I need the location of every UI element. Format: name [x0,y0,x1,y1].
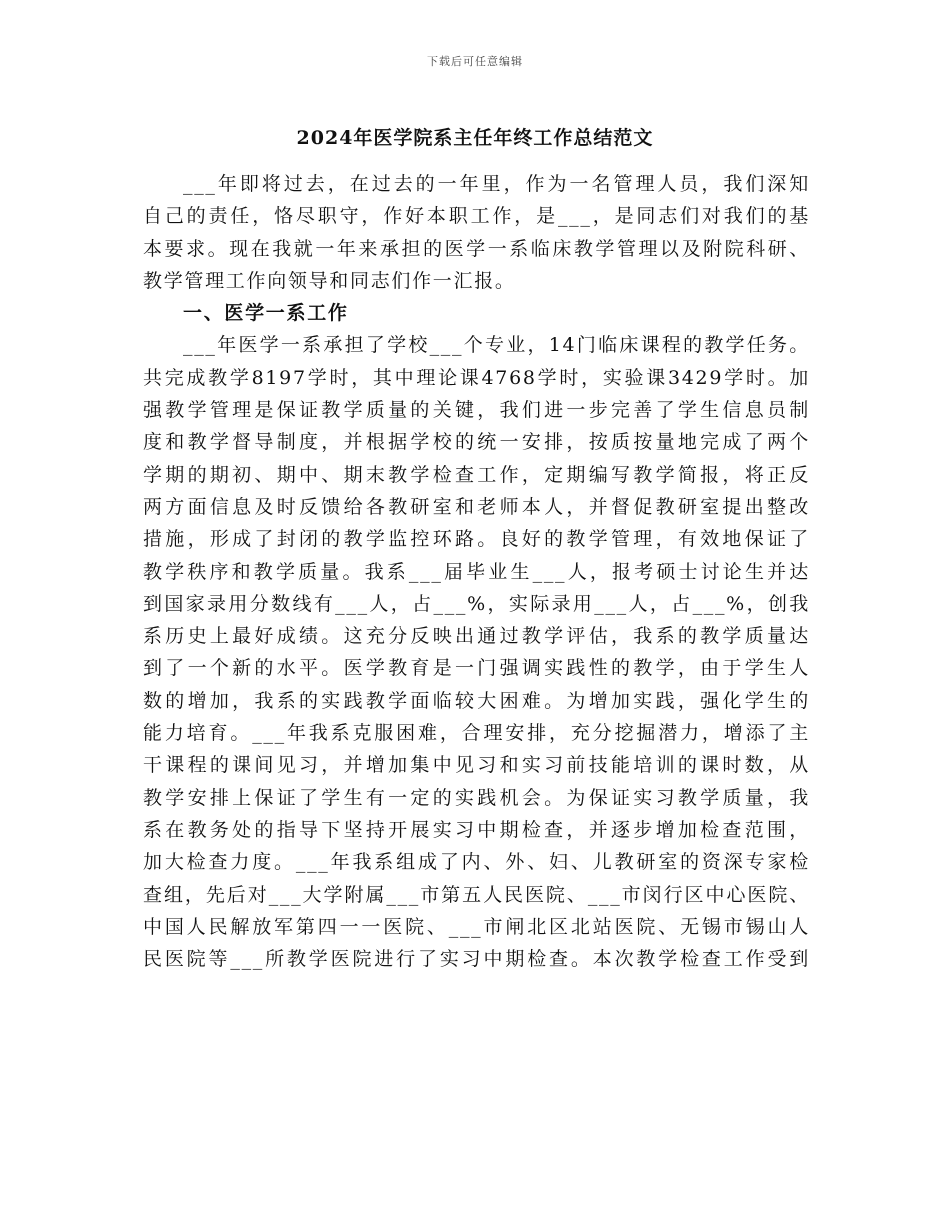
paragraph-line: 学期的期初、期中、期末教学检查工作，定期编写教学简报，将正反 [143,463,810,486]
paragraph-line: 系在教务处的指导下坚持开展实习中期检查，并逐步增加检查范围， [143,818,810,841]
paragraph-line: 干课程的课间见习，并增加集中见习和实习前技能培训的课时数，从 [143,754,810,777]
paragraph-line: 中国人民解放军第四一一医院、___市闸北区北站医院、无锡市锡山人 [143,915,810,938]
document-body [143,168,810,975]
paragraph-line: ___年即将过去，在过去的一年里，作为一名管理人员，我们深知 [183,173,810,195]
paragraph-line: 措施，形成了封闭的教学监控环路。良好的教学管理，有效地保证了 [143,528,810,551]
paragraph-line: 到了一个新的水平。医学教育是一门强调实践性的教学，由于学生人 [143,657,810,680]
section-heading: 一、医学一系工作 [183,302,349,325]
paragraph-line: 两方面信息及时反馈给各教研室和老师本人，并督促教研室提出整改 [143,495,810,518]
paragraph-line: 度和教学督导制度，并根据学校的统一安排，按质按量地完成了两个 [143,431,810,454]
paragraph-line: 能力培育。___年我系克服困难，合理安排，充分挖掘潜力，增添了主 [143,722,810,745]
paragraph-line: 系历史上最好成绩。这充分反映出通过教学评估，我系的教学质量达 [143,625,810,648]
paragraph-line: 到国家录用分数线有___人，占___%，实际录用___人，占___%，创我 [143,592,810,615]
document-title: 2024年医学院系主任年终工作总结范文 [296,127,654,149]
paragraph-line: 数的增加，我系的实践教学面临较大困难。为增加实践，强化学生的 [143,689,810,712]
download-note: 下载后可任意编辑 [427,55,523,68]
paragraph-line: 强教学管理是保证教学质量的关键，我们进一步完善了学生信息员制 [143,399,810,422]
paragraph-line: 共完成教学8197学时，其中理论课4768学时，实验课3429学时。加 [143,366,810,389]
paragraph-line: 本要求。现在我就一年来承担的医学一系临床教学管理以及附院科研、 [143,237,810,260]
paragraph-line: ___年医学一系承担了学校___个专业，14门临床课程的教学任务。 [183,334,810,357]
paragraph-line: 查组，先后对___大学附属___市第五人民医院、___市闵行区中心医院、 [143,883,810,906]
paragraph-line: 教学管理工作向领导和同志们作一汇报。 [143,269,516,292]
paragraph-line: 教学安排上保证了学生有一定的实践机会。为保证实习教学质量，我 [143,786,810,809]
paragraph-line: 教学秩序和教学质量。我系___届毕业生___人，报考硕士讨论生并达 [143,560,810,583]
paragraph-line: 自己的责任，恪尽职守，作好本职工作，是___，是同志们对我们的基 [143,205,810,228]
paragraph-line: 加大检查力度。___年我系组成了内、外、妇、儿教研室的资深专家检 [143,851,810,874]
paragraph-line: 民医院等___所教学医院进行了实习中期检查。本次教学检查工作受到 [143,948,810,971]
